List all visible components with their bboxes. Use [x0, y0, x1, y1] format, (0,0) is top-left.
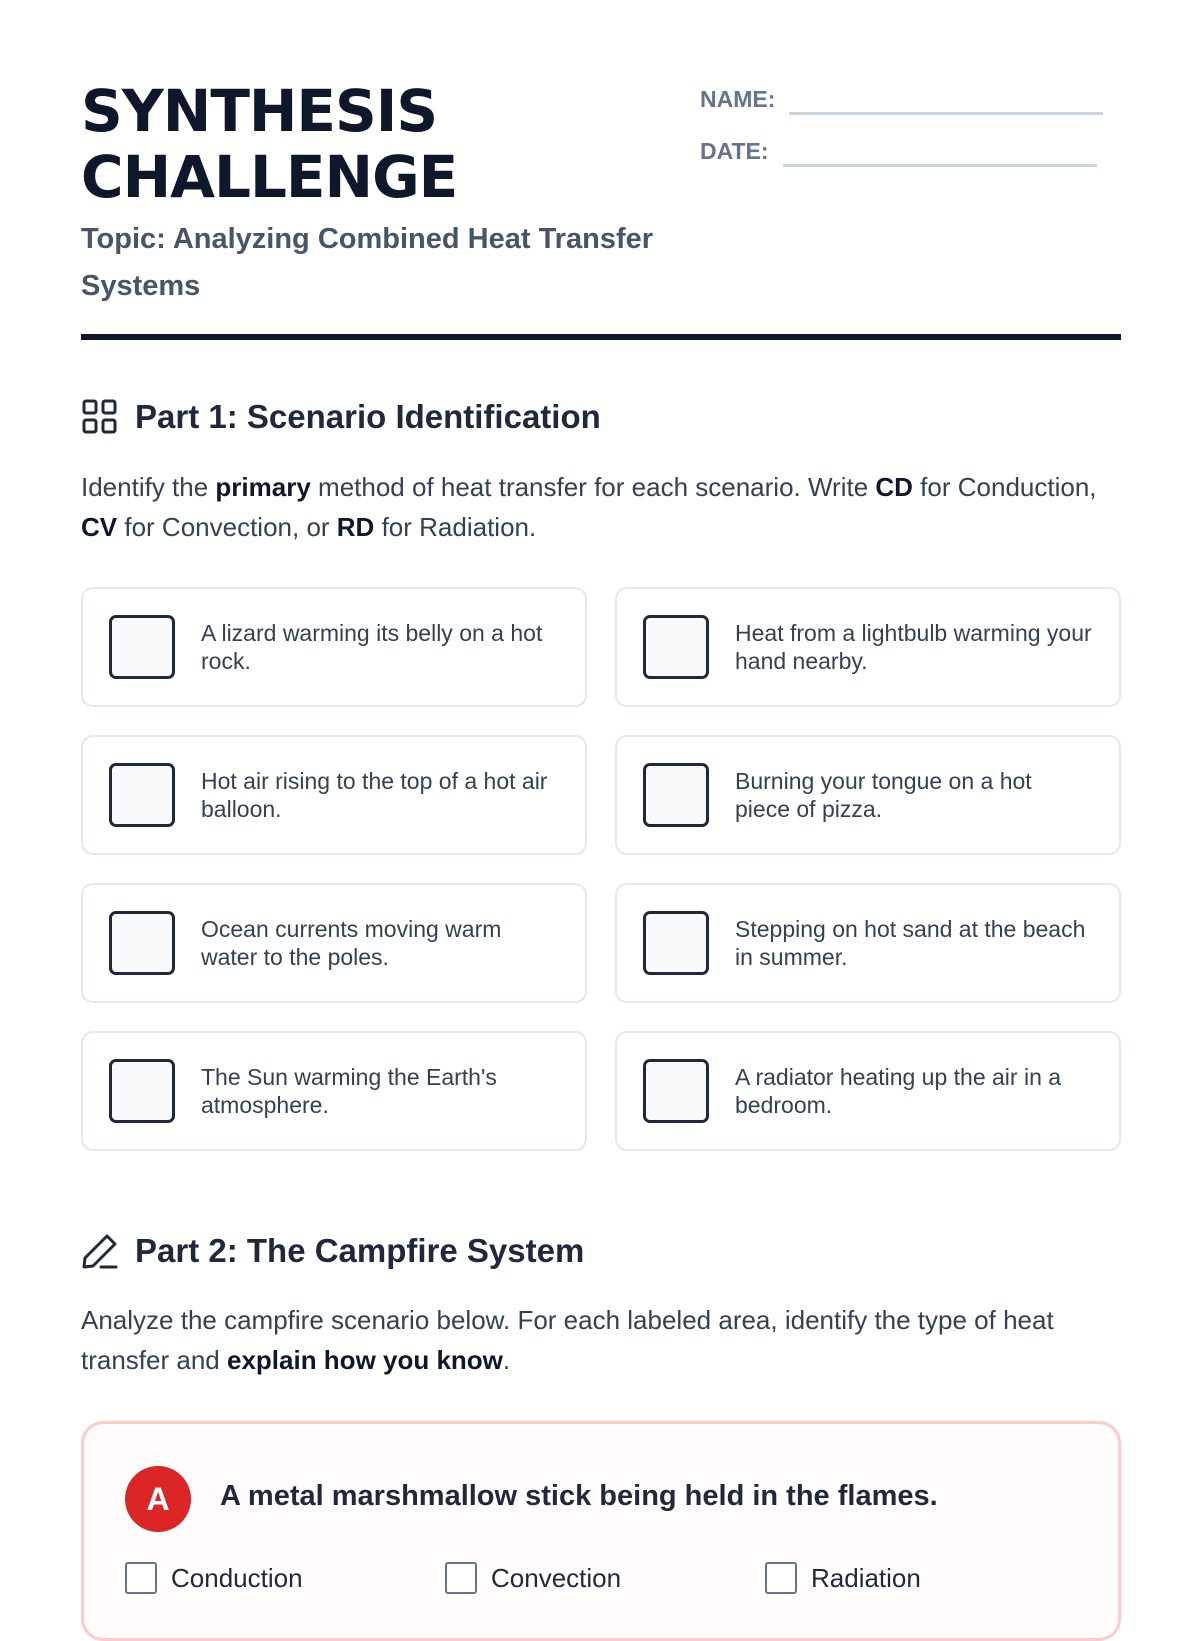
- part2-instructions: Analyze the campfire scenario below. For each labeled area, identify the type of heat transfer and explain how you know.: [81, 1305, 1054, 1375]
- option-label: Radiation: [811, 1562, 921, 1593]
- option-convection[interactable]: [445, 1562, 621, 1594]
- date-label: DATE:: [700, 138, 769, 164]
- scenario-text: A lizard warming its belly on a hot rock.: [201, 620, 543, 674]
- name-field: [700, 86, 1103, 113]
- scenario-text: A radiator heating up the air in a bedroom.: [735, 1064, 1062, 1118]
- scenario-card: [615, 587, 1121, 707]
- answer-box[interactable]: [109, 911, 175, 975]
- answer-box[interactable]: [109, 1059, 175, 1123]
- title-line-2: CHALLENGE: [81, 143, 458, 211]
- checkbox[interactable]: [765, 1562, 797, 1594]
- checkbox[interactable]: [445, 1562, 477, 1594]
- name-line[interactable]: [789, 112, 1103, 115]
- answer-box[interactable]: [643, 911, 709, 975]
- option-label: Convection: [491, 1562, 622, 1593]
- scenario-text: Hot air rising to the top of a hot air balloon.: [201, 768, 548, 822]
- date-field: [700, 138, 1097, 165]
- name-label: NAME:: [700, 86, 776, 112]
- grid-icon: [81, 398, 119, 436]
- part2-heading: [81, 1232, 584, 1270]
- scenario-card: [81, 587, 587, 707]
- title-line-1: SYNTHESIS: [81, 77, 438, 145]
- scenario-text: Ocean currents moving warm water to the poles.: [201, 916, 502, 970]
- option-conduction[interactable]: [125, 1562, 303, 1594]
- pencil-icon: [81, 1232, 119, 1270]
- item-prompt: A metal marshmallow stick being held in the flames.: [220, 1480, 938, 1512]
- checkbox[interactable]: [125, 1562, 157, 1594]
- scenario-grid: [81, 587, 1121, 1151]
- scenario-text: Stepping on hot sand at the beach in summer.: [735, 916, 1086, 970]
- scenario-card: [81, 735, 587, 855]
- scenario-card: [615, 883, 1121, 1003]
- header-divider: [81, 334, 1121, 340]
- scenario-card: [81, 1031, 587, 1151]
- part1-instructions: Identify the primary method of heat transfer for each scenario. Write CD for Conduction, CV for Convection, or RD for Radiation.: [81, 472, 1097, 542]
- scenario-text: Heat from a lightbulb warming your hand nearby.: [735, 620, 1092, 674]
- campfire-item-a: [81, 1421, 1121, 1641]
- topic-subtitle: Topic: Analyzing Combined Heat Transfer Systems: [81, 223, 654, 302]
- date-line[interactable]: [783, 164, 1097, 167]
- answer-box[interactable]: [109, 763, 175, 827]
- answer-box[interactable]: [109, 615, 175, 679]
- answer-box[interactable]: [643, 763, 709, 827]
- worksheet-title: [81, 78, 641, 210]
- part2-title: Part 2: The Campfire System: [135, 1232, 585, 1269]
- answer-box[interactable]: [643, 1059, 709, 1123]
- scenario-card: [615, 735, 1121, 855]
- option-radiation[interactable]: [765, 1562, 921, 1594]
- item-letter-badge: A: [125, 1466, 191, 1532]
- scenario-text: The Sun warming the Earth's atmosphere.: [201, 1064, 497, 1118]
- answer-box[interactable]: [643, 615, 709, 679]
- part1-heading: [81, 398, 601, 436]
- part1-title: Part 1: Scenario Identification: [135, 398, 601, 435]
- option-label: Conduction: [171, 1562, 303, 1593]
- scenario-text: Burning your tongue on a hot piece of pizza.: [735, 768, 1032, 822]
- scenario-card: [81, 883, 587, 1003]
- scenario-card: [615, 1031, 1121, 1151]
